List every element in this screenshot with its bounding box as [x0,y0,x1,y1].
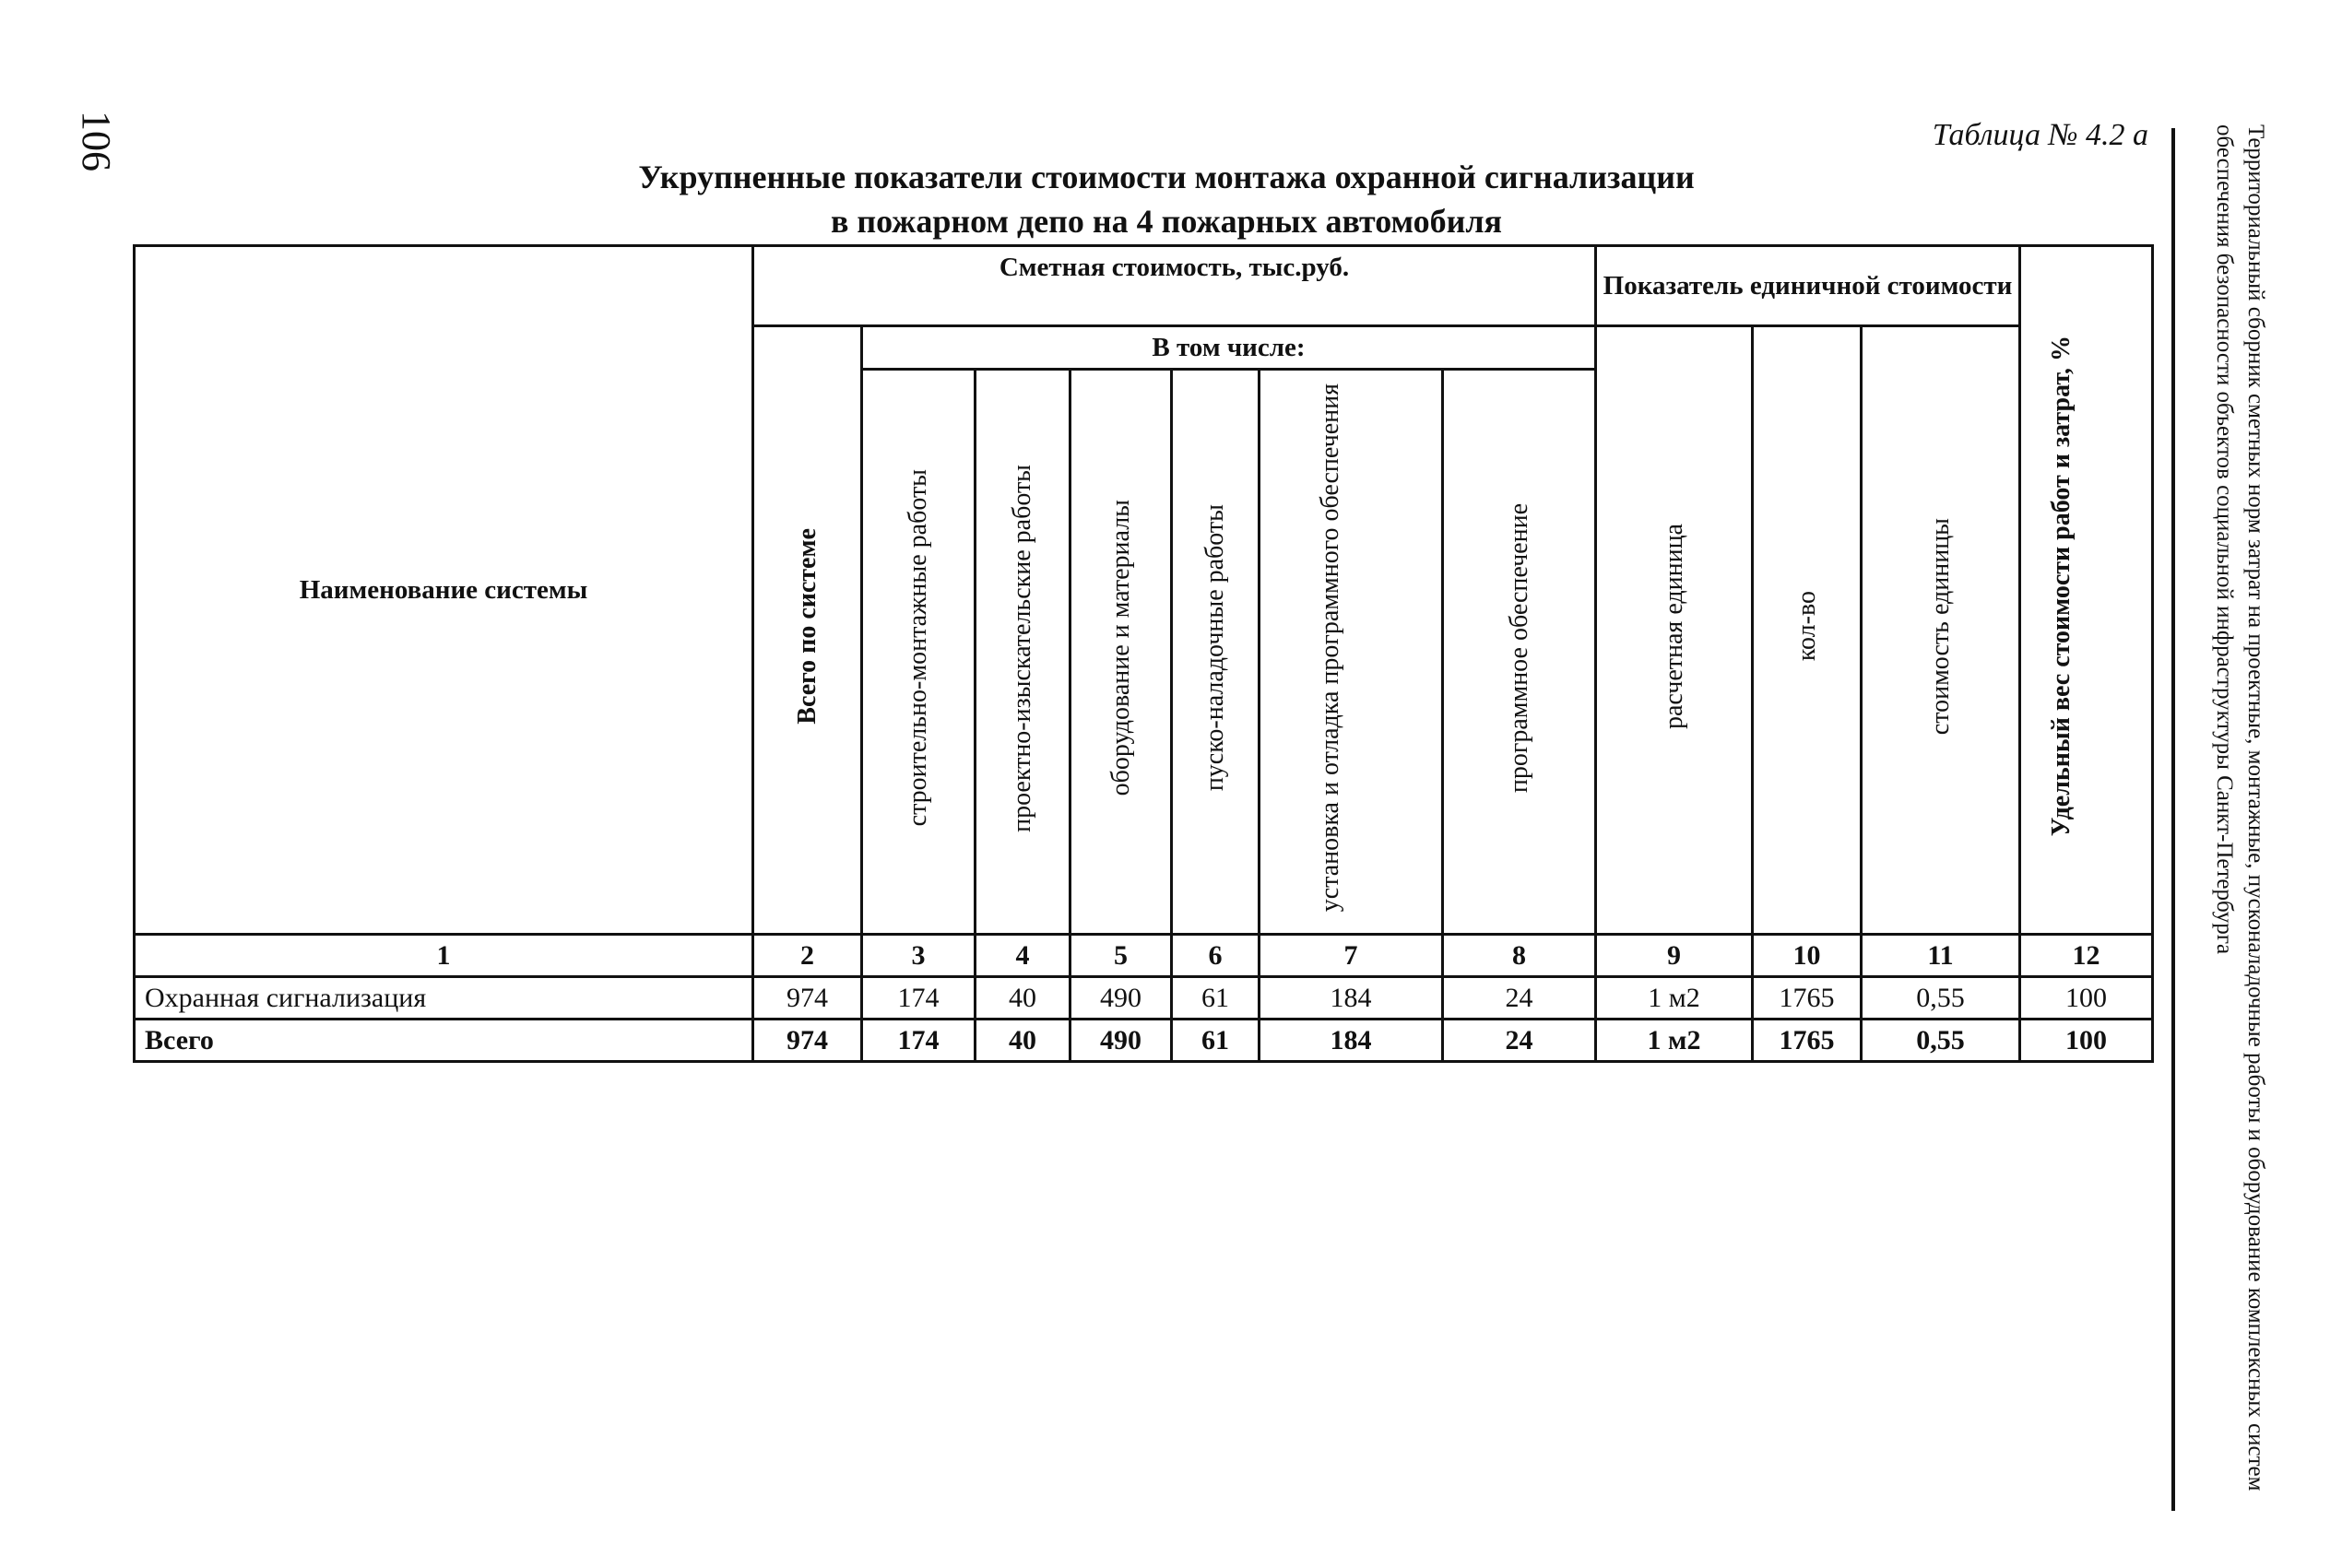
cell: 1765 [1753,977,1862,1020]
column-number: 3 [862,935,976,977]
cell: 0,55 [1862,977,2020,1020]
total-row [135,1020,2153,1062]
cell: 100 [2020,1020,2153,1062]
cell: 0,55 [1862,1020,2020,1062]
column-number: 9 [1596,935,1753,977]
header-c8: программное обеспечение [1443,370,1596,935]
table-row [135,977,2153,1020]
column-numbers-row [135,935,2153,977]
header-including: В том числе: [862,326,1596,370]
cell: 490 [1070,1020,1172,1062]
header-c4: проектно-изыскательские работы [976,370,1070,935]
column-number: 6 [1172,935,1260,977]
cell: 974 [753,977,862,1020]
cell-total-label: Всего [135,1020,753,1062]
header-c11: стоимость единицы [1862,326,2020,935]
column-number: 10 [1753,935,1862,977]
margin-rule [2171,128,2175,1511]
cell: 24 [1443,977,1596,1020]
header-total: Всего по системе [753,326,862,935]
header-share: Удельный вес стоимости работ и затрат, % [2020,246,2153,935]
column-number: 11 [1862,935,2020,977]
cell: 974 [753,1020,862,1062]
column-number: 4 [976,935,1070,977]
title-line-1: Укрупненные показатели стоимости монтажа охранной сигнализации [638,159,1695,195]
cell: 1 м2 [1596,977,1753,1020]
page-number: 106 [74,111,119,171]
cell: 174 [862,1020,976,1062]
cost-table [133,244,2154,1063]
header-unit-cost: Показатель единичной стоимости [1596,246,2020,326]
table-number: Таблица № 4.2 а [1932,118,2148,152]
cell: 24 [1443,1020,1596,1062]
column-number: 12 [2020,935,2153,977]
cell: 40 [976,1020,1070,1062]
cell: 184 [1260,1020,1443,1062]
page-title [553,155,1780,243]
running-header: Территориальный сборник сметных норм затрат на проектные, монтажные, пусконаладочные работы и оборудование комплексных систем обеспечения безопасности объектов социальной инфраструктуры Санкт-Петербурга [2212,124,2268,1491]
header-c3: строительно-монтажные работы [862,370,976,935]
header-estimate: Сметная стоимость, тыс.руб. [753,246,1596,326]
header-c7: установка и отладка программного обеспечения [1260,370,1443,935]
column-number: 1 [135,935,753,977]
cell: 1 м2 [1596,1020,1753,1062]
cell: 184 [1260,977,1443,1020]
header-c6: пуско-наладочные работы [1172,370,1260,935]
cell: 174 [862,977,976,1020]
cell-system-name: Охранная сигнализация [135,977,753,1020]
header-c10: кол-во [1753,326,1862,935]
title-line-2: в пожарном депо на 4 пожарных автомобиля [830,203,1502,240]
cell: 61 [1172,1020,1260,1062]
cell: 40 [976,977,1070,1020]
cell: 100 [2020,977,2153,1020]
cell: 490 [1070,977,1172,1020]
header-c5: оборудование и материалы [1070,370,1172,935]
header-name: Наименование системы [135,246,753,935]
cell: 61 [1172,977,1260,1020]
column-number: 8 [1443,935,1596,977]
header-c9: расчетная единица [1596,326,1753,935]
column-number: 5 [1070,935,1172,977]
column-number: 7 [1260,935,1443,977]
cell: 1765 [1753,1020,1862,1062]
column-number: 2 [753,935,862,977]
